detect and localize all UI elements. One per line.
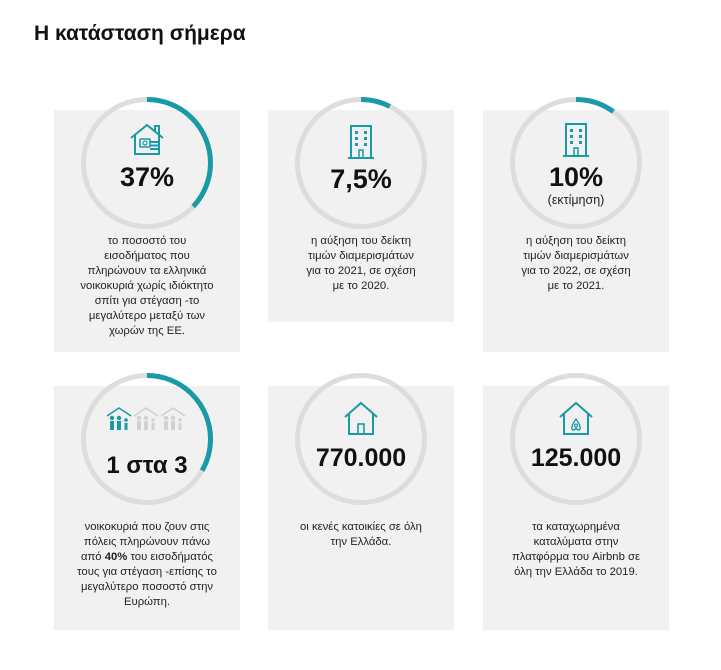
stat-value: 770.000: [315, 444, 407, 472]
page-title: Η κατάσταση σήμερα: [34, 22, 246, 45]
progress-ring-svg: [80, 372, 214, 506]
stat-description: η αύξηση του δείκτη τιμών διαμερισμάτων για το 2022, σε σχέση με το 2021.: [521, 235, 631, 292]
stat-description: η αύξηση του δείκτη τιμών διαμερισμάτων για το 2021, σε σχέση με το 2020.: [306, 235, 416, 292]
ring-track: [298, 376, 425, 503]
family-houses-icon: [106, 406, 188, 436]
progress-ring-svg: [294, 96, 428, 230]
stat-value: 7,5%: [330, 164, 392, 194]
stat-card-price-2021: [268, 110, 454, 322]
progress-ring: [294, 372, 428, 506]
progress-ring-svg: [509, 372, 643, 506]
stat-value: 1 στα 3: [106, 452, 188, 479]
stat-value: 125.000: [530, 444, 622, 472]
stat-value: 10%: [548, 162, 604, 192]
progress-ring-svg: [294, 372, 428, 506]
ring-track: [513, 376, 640, 503]
stat-card-income-share: [54, 110, 240, 352]
stat-description: τα καταχωρημένα καταλύματα στην πλατφόρμα του Airbnb σε όλη την Ελλάδα το 2019.: [511, 521, 641, 578]
stat-card-airbnb: [483, 386, 669, 630]
progress-ring: [509, 372, 643, 506]
house-money-icon: [128, 122, 166, 156]
house-icon: [342, 400, 380, 436]
stat-subtitle: (εκτίμηση): [547, 193, 605, 207]
stat-description: το ποσοστό του εισοδήματος που πληρώνουν τα ελληνικά νοικοκυριά χωρίς ιδιόκτητο σπίτι για στέγαση -το μεγαλύτερο μεταξύ των χωρών της ΕΕ.: [80, 235, 214, 337]
progress-ring: [80, 372, 214, 506]
stat-description: νοικοκυριά που ζουν στις πόλεις πληρώνουν πάνω από 40% του εισοδήματός τους για στέγαση -επίσης το μεγαλύτερο ποσοστό στην Ευρώπη.: [77, 521, 217, 608]
progress-ring: [294, 96, 428, 230]
airbnb-house-icon: [557, 400, 595, 436]
stat-card-price-2022: [483, 110, 669, 352]
stat-card-households: [54, 386, 240, 630]
stat-description: οι κενές κατοικίες σε όλη την Ελλάδα.: [300, 521, 422, 548]
stat-value: 37%: [119, 162, 175, 192]
apartment-building-icon: [561, 122, 591, 158]
stat-card-vacant-homes: [268, 386, 454, 630]
apartment-building-icon: [346, 124, 376, 160]
ring-track: [298, 100, 425, 227]
